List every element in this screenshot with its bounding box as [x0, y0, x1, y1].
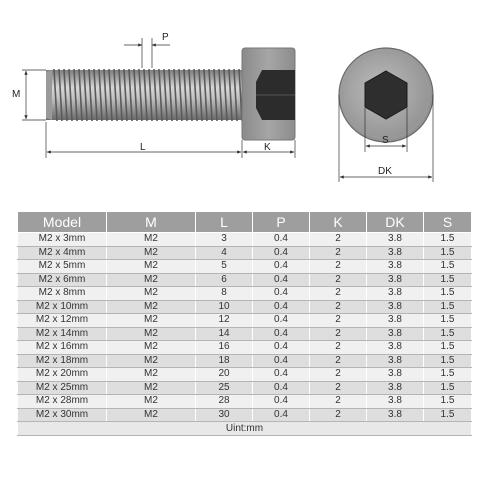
dimension-l: [46, 122, 242, 158]
cell-s: 1.5: [424, 354, 472, 368]
table-row: [18, 327, 472, 341]
cell-dk: 3.8: [367, 381, 424, 395]
cell-dk: 3.8: [367, 314, 424, 328]
cell-m: M2: [107, 233, 196, 247]
cell-p: 0.4: [253, 341, 310, 355]
cell-p: 0.4: [253, 381, 310, 395]
cell-m: M2: [107, 341, 196, 355]
table-row: [18, 246, 472, 260]
cell-m: M2: [107, 260, 196, 274]
cell-p: 0.4: [253, 287, 310, 301]
cell-s: 1.5: [424, 300, 472, 314]
dimension-label-p: P: [162, 32, 169, 43]
cell-k: 2: [310, 354, 367, 368]
screw-head-side: [242, 48, 295, 140]
dimension-label-l: L: [140, 142, 146, 153]
cell-k: 2: [310, 327, 367, 341]
cell-model: M2 x 14mm: [18, 327, 107, 341]
dimension-p: [124, 32, 170, 68]
cell-s: 1.5: [424, 314, 472, 328]
cell-k: 2: [310, 233, 367, 247]
cell-m: M2: [107, 354, 196, 368]
cell-p: 0.4: [253, 368, 310, 382]
cell-k: 2: [310, 314, 367, 328]
cell-l: 30: [196, 408, 253, 422]
cell-l: 16: [196, 341, 253, 355]
cell-model: M2 x 25mm: [18, 381, 107, 395]
table-body: [18, 233, 472, 422]
table-row: [18, 300, 472, 314]
cell-p: 0.4: [253, 314, 310, 328]
cell-l: 5: [196, 260, 253, 274]
cell-p: 0.4: [253, 273, 310, 287]
cell-m: M2: [107, 287, 196, 301]
table-row: [18, 395, 472, 409]
dimension-label-dk: DK: [378, 166, 392, 177]
table-row: [18, 233, 472, 247]
cell-m: M2: [107, 327, 196, 341]
table-row: [18, 341, 472, 355]
header-s: S: [424, 212, 472, 233]
cell-m: M2: [107, 381, 196, 395]
cell-l: 6: [196, 273, 253, 287]
cell-m: M2: [107, 314, 196, 328]
cell-model: M2 x 3mm: [18, 233, 107, 247]
cell-k: 2: [310, 341, 367, 355]
cell-k: 2: [310, 287, 367, 301]
cell-k: 2: [310, 260, 367, 274]
cell-dk: 3.8: [367, 408, 424, 422]
cell-m: M2: [107, 368, 196, 382]
cell-model: M2 x 6mm: [18, 273, 107, 287]
dimension-k: [243, 140, 295, 158]
cell-dk: 3.8: [367, 395, 424, 409]
cell-k: 2: [310, 395, 367, 409]
cell-model: M2 x 20mm: [18, 368, 107, 382]
cell-p: 0.4: [253, 354, 310, 368]
cell-k: 2: [310, 381, 367, 395]
cell-dk: 3.8: [367, 341, 424, 355]
screw-head-end-view: [339, 48, 433, 142]
screw-shank: [46, 69, 242, 121]
cell-s: 1.5: [424, 327, 472, 341]
cell-s: 1.5: [424, 273, 472, 287]
cell-model: M2 x 10mm: [18, 300, 107, 314]
cell-k: 2: [310, 273, 367, 287]
table-row: [18, 354, 472, 368]
table-row: [18, 314, 472, 328]
unit-note: Uint:mm: [18, 422, 472, 436]
screw-technical-drawing: [0, 0, 480, 200]
cell-dk: 3.8: [367, 368, 424, 382]
cell-model: M2 x 18mm: [18, 354, 107, 368]
cell-s: 1.5: [424, 233, 472, 247]
table-row: [18, 273, 472, 287]
cell-l: 8: [196, 287, 253, 301]
cell-s: 1.5: [424, 287, 472, 301]
header-p: P: [253, 212, 310, 233]
cell-k: 2: [310, 246, 367, 260]
cell-model: M2 x 16mm: [18, 341, 107, 355]
cell-l: 12: [196, 314, 253, 328]
header-model: Model: [18, 212, 107, 233]
cell-s: 1.5: [424, 408, 472, 422]
cell-m: M2: [107, 246, 196, 260]
cell-s: 1.5: [424, 395, 472, 409]
cell-m: M2: [107, 395, 196, 409]
table-row: [18, 287, 472, 301]
cell-p: 0.4: [253, 246, 310, 260]
cell-dk: 3.8: [367, 354, 424, 368]
cell-k: 2: [310, 300, 367, 314]
header-m: M: [107, 212, 196, 233]
cell-model: M2 x 12mm: [18, 314, 107, 328]
cell-dk: 3.8: [367, 233, 424, 247]
cell-model: M2 x 5mm: [18, 260, 107, 274]
cell-m: M2: [107, 408, 196, 422]
cell-s: 1.5: [424, 260, 472, 274]
cell-dk: 3.8: [367, 260, 424, 274]
table-row: [18, 368, 472, 382]
cell-p: 0.4: [253, 300, 310, 314]
cell-l: 10: [196, 300, 253, 314]
cell-l: 18: [196, 354, 253, 368]
dimension-label-m: M: [12, 89, 21, 100]
cell-s: 1.5: [424, 246, 472, 260]
cell-dk: 3.8: [367, 300, 424, 314]
cell-l: 3: [196, 233, 253, 247]
cell-l: 4: [196, 246, 253, 260]
dimension-label-s: S: [382, 135, 389, 146]
table-row: [18, 260, 472, 274]
cell-model: M2 x 28mm: [18, 395, 107, 409]
cell-model: M2 x 4mm: [18, 246, 107, 260]
cell-model: M2 x 30mm: [18, 408, 107, 422]
cell-l: 28: [196, 395, 253, 409]
cell-s: 1.5: [424, 341, 472, 355]
table-row: [18, 381, 472, 395]
cell-s: 1.5: [424, 368, 472, 382]
dimension-label-k: K: [264, 142, 271, 153]
header-l: L: [196, 212, 253, 233]
table-row: [18, 408, 472, 422]
cell-dk: 3.8: [367, 287, 424, 301]
cell-l: 20: [196, 368, 253, 382]
cell-p: 0.4: [253, 233, 310, 247]
cell-k: 2: [310, 368, 367, 382]
cell-m: M2: [107, 300, 196, 314]
cell-k: 2: [310, 408, 367, 422]
cell-m: M2: [107, 273, 196, 287]
header-k: K: [310, 212, 367, 233]
cell-p: 0.4: [253, 395, 310, 409]
cell-s: 1.5: [424, 381, 472, 395]
cell-l: 25: [196, 381, 253, 395]
table-header-row: [18, 212, 472, 233]
cell-model: M2 x 8mm: [18, 287, 107, 301]
spec-table: [17, 211, 472, 436]
header-dk: DK: [367, 212, 424, 233]
cell-p: 0.4: [253, 408, 310, 422]
cell-dk: 3.8: [367, 327, 424, 341]
cell-l: 14: [196, 327, 253, 341]
cell-p: 0.4: [253, 327, 310, 341]
unit-row: [18, 422, 472, 436]
cell-dk: 3.8: [367, 273, 424, 287]
cell-dk: 3.8: [367, 246, 424, 260]
dimension-m: [12, 70, 46, 120]
cell-p: 0.4: [253, 260, 310, 274]
